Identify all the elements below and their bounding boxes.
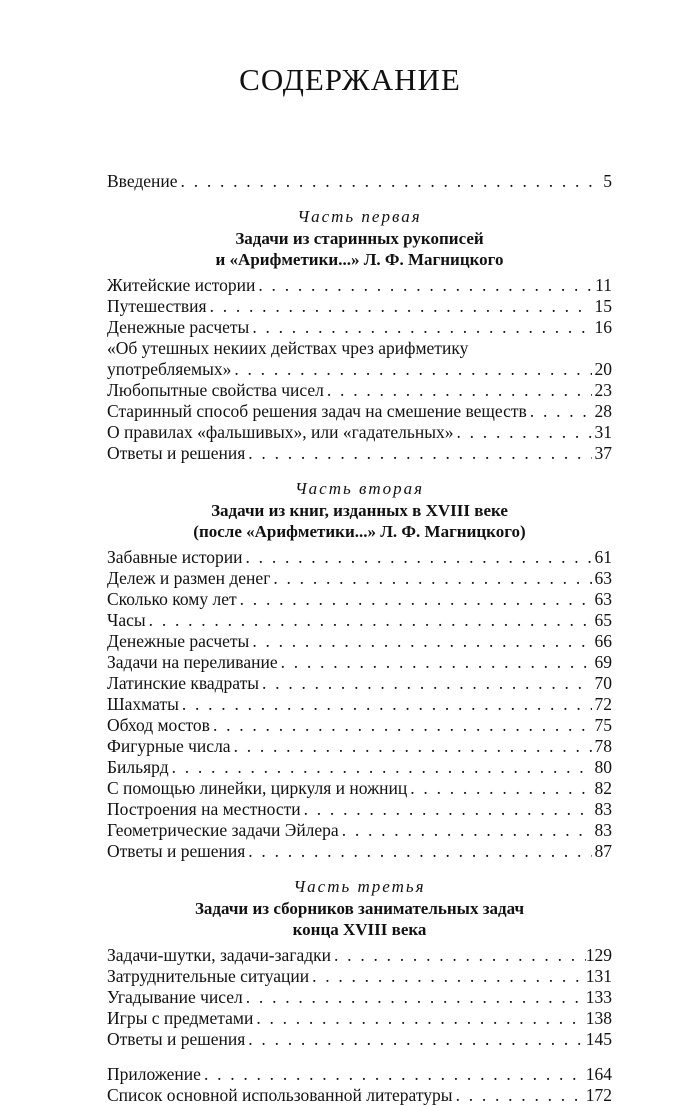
toc-entry-appendix xyxy=(107,1064,612,1085)
dot-leader xyxy=(339,820,592,841)
entry-title: Геометрические задачи Эйлера xyxy=(107,820,339,840)
entry-title: Часы xyxy=(107,610,146,630)
part-heading-line: конца XVIII века xyxy=(292,920,427,939)
entry-page: 70 xyxy=(594,673,612,693)
entry-title: Дележ и размен денег xyxy=(107,568,271,588)
dot-leader xyxy=(178,171,592,192)
entry-page: 69 xyxy=(594,652,612,672)
part-label: Часть первая xyxy=(297,207,422,226)
toc-entry-bibliography xyxy=(107,1085,612,1106)
toc-entry-continuation xyxy=(107,359,612,380)
entry-title: «Об утешных некиих действах чрез арифметику xyxy=(107,338,469,358)
toc-entry xyxy=(107,778,612,799)
toc-entry xyxy=(107,652,612,673)
entry-title: Приложение xyxy=(107,1064,201,1084)
part-heading-line: (после «Арифметики...» Л. Ф. Магницкого) xyxy=(193,522,526,541)
entry-page: 145 xyxy=(585,1029,612,1049)
toc-entry xyxy=(107,568,612,589)
entry-page: 80 xyxy=(594,757,612,777)
part-heading-line: и «Арифметики...» Л. Ф. Магницкого xyxy=(215,250,504,269)
entry-page: 61 xyxy=(594,547,612,567)
toc-entry xyxy=(107,275,612,296)
dot-leader xyxy=(453,1085,586,1106)
toc-entry xyxy=(107,610,612,631)
part-heading xyxy=(107,898,612,940)
toc-entry xyxy=(107,820,612,841)
part-heading xyxy=(107,500,612,542)
toc-entry xyxy=(107,987,612,1008)
entry-page: 16 xyxy=(594,317,612,337)
toc-entry xyxy=(107,1008,612,1029)
toc-entry xyxy=(107,589,612,610)
dot-leader xyxy=(407,778,592,799)
entry-page: 31 xyxy=(594,422,612,442)
entry-title: Игры с предметами xyxy=(107,1008,254,1028)
entry-title: Введение xyxy=(107,171,178,191)
entry-page: 172 xyxy=(585,1085,612,1105)
entry-title: Латинские квадраты xyxy=(107,673,260,693)
part-label: Часть вторая xyxy=(294,479,425,498)
toc-entry-multiline xyxy=(107,338,612,380)
dot-leader xyxy=(179,694,592,715)
entry-page: 87 xyxy=(594,841,612,861)
part-heading-line: Задачи из старинных рукописей xyxy=(235,229,484,248)
entry-title-continued: употребляемых» xyxy=(107,359,232,379)
entry-title: Любопытные свойства чисел xyxy=(107,380,324,400)
entry-page: 11 xyxy=(595,275,612,295)
entry-page: 75 xyxy=(594,715,612,735)
toc-entry xyxy=(107,380,612,401)
toc-entry xyxy=(107,966,612,987)
entry-title: Список основной использованной литературы xyxy=(107,1085,453,1105)
dot-leader xyxy=(324,380,592,401)
entry-title: Денежные расчеты xyxy=(107,631,250,651)
entry-page: 65 xyxy=(594,610,612,630)
entry-title: Путешествия xyxy=(107,296,207,316)
entry-page: 37 xyxy=(594,443,612,463)
dot-leader xyxy=(201,1064,586,1085)
entry-title: Забавные истории xyxy=(107,547,243,567)
dot-leader xyxy=(249,317,592,338)
toc-entry xyxy=(107,443,612,464)
toc-entry xyxy=(107,841,612,862)
dot-leader xyxy=(255,275,592,296)
toc-entry xyxy=(107,715,612,736)
dot-leader xyxy=(270,568,592,589)
page-title: СОДЕРЖАНИЕ xyxy=(239,62,461,97)
entry-page: 138 xyxy=(585,1008,612,1028)
entry-page: 15 xyxy=(594,296,612,316)
entry-page: 66 xyxy=(594,631,612,651)
dot-leader xyxy=(210,715,592,736)
entry-title: Угадывание чисел xyxy=(107,987,243,1007)
dot-leader xyxy=(231,359,592,380)
dot-leader xyxy=(243,547,592,568)
toc-entry xyxy=(107,422,612,443)
entry-title: Житейские истории xyxy=(107,275,256,295)
toc-entry xyxy=(107,799,612,820)
entry-title: Ответы и решения xyxy=(107,1029,246,1049)
part-heading xyxy=(107,228,612,270)
entry-title: Старинный способ решения задач на смешение веществ xyxy=(107,401,527,421)
entry-page: 20 xyxy=(594,359,612,379)
toc-entry xyxy=(107,1029,612,1050)
entry-title: Задачи на переливание xyxy=(107,652,278,672)
table-of-contents xyxy=(107,162,612,1106)
toc-entry xyxy=(107,694,612,715)
dot-leader xyxy=(527,401,592,422)
entry-page: 23 xyxy=(594,380,612,400)
dot-leader xyxy=(245,1029,585,1050)
dot-leader xyxy=(259,673,592,694)
part-heading-line: Задачи из сборников занимательных задач xyxy=(194,899,525,918)
toc-entry xyxy=(107,631,612,652)
entry-title: Обход мостов xyxy=(107,715,210,735)
dot-leader xyxy=(237,589,592,610)
dot-leader xyxy=(454,422,593,443)
entry-page: 5 xyxy=(603,171,612,191)
entry-title: Фигурные числа xyxy=(107,736,231,756)
toc-entry xyxy=(107,673,612,694)
entry-page: 83 xyxy=(594,799,612,819)
entry-page: 63 xyxy=(594,568,612,588)
entry-page: 72 xyxy=(594,694,612,714)
dot-leader xyxy=(301,799,592,820)
dot-leader xyxy=(207,296,592,317)
entry-page: 63 xyxy=(594,589,612,609)
dot-leader xyxy=(278,652,592,673)
entry-page: 83 xyxy=(594,820,612,840)
entry-title: Сколько кому лет xyxy=(107,589,237,609)
toc-entry xyxy=(107,296,612,317)
toc-entry xyxy=(107,736,612,757)
toc-entry-intro xyxy=(107,162,612,192)
part-heading-line: Задачи из книг, изданных в XVIII веке xyxy=(211,501,508,520)
toc-entry xyxy=(107,317,612,338)
dot-leader xyxy=(309,966,586,987)
dot-leader xyxy=(245,841,592,862)
entry-title: Денежные расчеты xyxy=(107,317,250,337)
spacer xyxy=(107,1050,612,1064)
entry-title: Ответы и решения xyxy=(107,443,246,463)
entry-page: 129 xyxy=(585,945,612,965)
entry-page: 28 xyxy=(594,401,612,421)
toc-entry xyxy=(107,547,612,568)
entry-title: Шахматы xyxy=(107,694,179,714)
entry-page: 133 xyxy=(585,987,612,1007)
entry-title: Ответы и решения xyxy=(107,841,246,861)
entry-page: 82 xyxy=(594,778,612,798)
dot-leader xyxy=(249,631,592,652)
toc-entry xyxy=(107,757,612,778)
dot-leader xyxy=(331,945,586,966)
entry-title: Задачи-шутки, задачи-загадки xyxy=(107,945,332,965)
dot-leader xyxy=(169,757,592,778)
entry-page: 78 xyxy=(594,736,612,756)
entry-title: Затруднительные ситуации xyxy=(107,966,310,986)
entry-page: 164 xyxy=(585,1064,612,1084)
part-label: Часть третья xyxy=(293,877,426,896)
dot-leader xyxy=(146,610,592,631)
dot-leader xyxy=(253,1008,585,1029)
entry-title: Бильярд xyxy=(107,757,169,777)
dot-leader xyxy=(243,987,586,1008)
entry-title: О правилах «фальшивых», или «гадательных» xyxy=(107,422,454,442)
entry-title: Построения на местности xyxy=(107,799,301,819)
entry-title: С помощью линейки, циркуля и ножниц xyxy=(107,778,408,798)
dot-leader xyxy=(231,736,592,757)
toc-entry xyxy=(107,401,612,422)
toc-entry xyxy=(107,945,612,966)
dot-leader xyxy=(245,443,592,464)
entry-page: 131 xyxy=(585,966,612,986)
